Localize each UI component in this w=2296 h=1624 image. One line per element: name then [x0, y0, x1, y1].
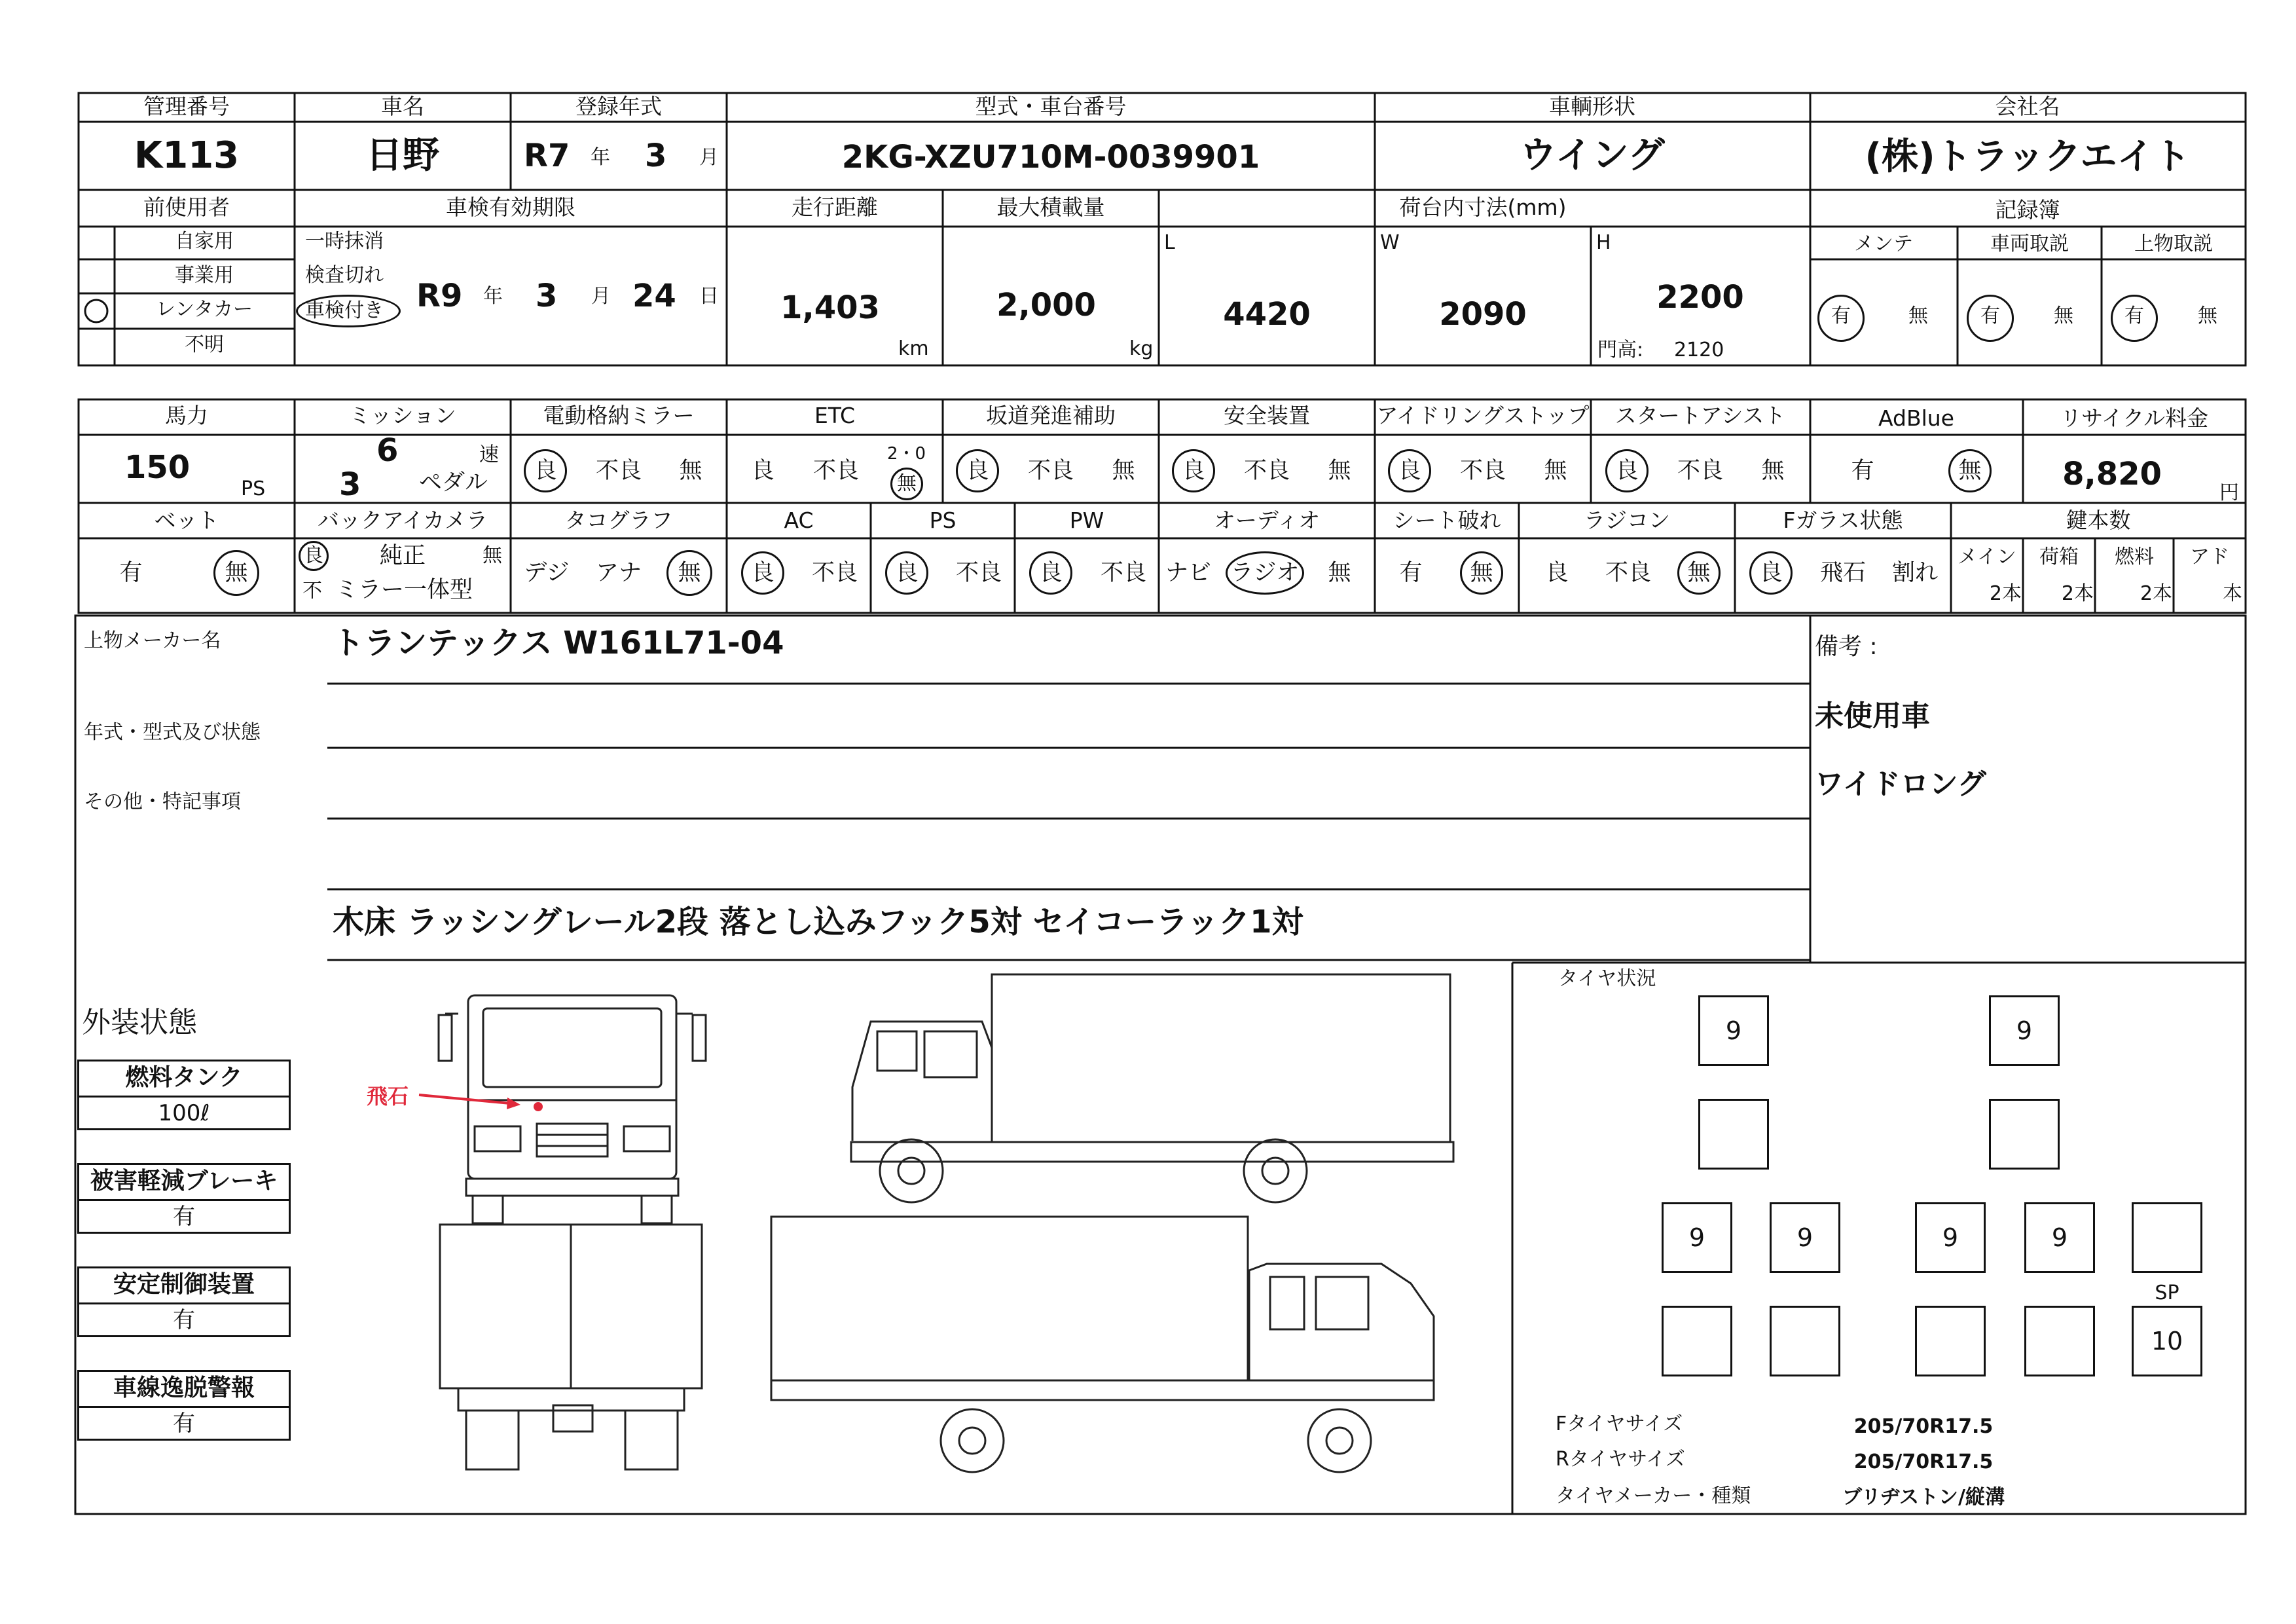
tire-empty-slot — [1662, 1306, 1732, 1376]
l-label: L — [1164, 231, 1175, 254]
r-tire-size: 205/70R17.5 — [1853, 1450, 1994, 1473]
kiroku-sharyo-nashi: 無 — [2054, 304, 2073, 327]
w-label: W — [1380, 231, 1400, 254]
header-kanri: 管理番号 — [143, 94, 230, 119]
backcam-fu: 不 — [302, 580, 322, 602]
tire-front-right: 9 — [1989, 995, 2060, 1066]
header-radicon: ラジコン — [1584, 507, 1670, 533]
tire-rear-inner-left: 9 — [1770, 1202, 1840, 1273]
r-tire-size-label: Rタイヤサイズ — [1556, 1448, 1685, 1471]
h-label: H — [1596, 231, 1611, 254]
collision-brake-value: 有 — [173, 1204, 195, 1230]
audio-navi: ナビ — [1165, 560, 1212, 586]
yen-unit: 円 — [2219, 481, 2239, 504]
kg-unit: kg — [1129, 337, 1154, 360]
shaken-month: 3 — [536, 278, 558, 314]
exterior-item — [77, 1266, 291, 1337]
gatsu-label: 月 — [699, 146, 719, 169]
key-cargo-label: 荷箱 — [2039, 545, 2079, 568]
idling-ryo: 良 — [1398, 458, 1421, 484]
tire-front-left: 9 — [1698, 995, 1769, 1066]
user-rental: レンタカー — [155, 298, 253, 321]
start-ryo: 良 — [1615, 458, 1639, 484]
header-tachograph: タコグラフ — [564, 507, 673, 533]
header-ps: PS — [929, 507, 957, 533]
tire-maker-label: タイヤメーカー・種類 — [1556, 1485, 1751, 1507]
idling-furyo: 不良 — [1459, 458, 1506, 484]
user-jigyoyo: 事業用 — [175, 264, 234, 287]
tire-maker: ブリヂストン/縦溝 — [1842, 1486, 2005, 1509]
nen-label: 年 — [591, 146, 610, 169]
key-adblue-count: 本 — [2223, 582, 2242, 605]
header-safety: 安全装置 — [1224, 403, 1310, 428]
fglass-ryo: 良 — [1759, 560, 1783, 586]
mileage: 1,403 — [780, 289, 880, 326]
header-kaisha: 会社名 — [1995, 94, 2060, 119]
key-cargo-count: 2本 — [2061, 582, 2094, 605]
tire-empty-slot — [2132, 1202, 2202, 1273]
tire-spare: 10 — [2132, 1306, 2202, 1376]
header-keijo: 車輌形状 — [1549, 94, 1635, 119]
tire-empty-slot — [1770, 1306, 1840, 1376]
header-etc: ETC — [814, 403, 856, 428]
bed-mu: 無 — [225, 560, 248, 586]
kanri-number: K113 — [134, 134, 240, 177]
start-furyo: 不良 — [1677, 458, 1724, 484]
vehicle-name: 日野 — [366, 134, 439, 177]
lane-departure-value: 有 — [173, 1411, 195, 1437]
tire-empty-slot — [1698, 1099, 1769, 1170]
special-notes: 木床 ラッシングレール2段 落とし込みフック5対 セイコーラック1対 — [333, 904, 1303, 940]
body-maker: トランテックス W161L71-04 — [333, 625, 784, 661]
header-nidai: 荷台内寸法(mm) — [1399, 194, 1567, 220]
backcam-mu: 無 — [483, 544, 502, 567]
header-toroku: 登録年式 — [575, 94, 662, 119]
tire-empty-slot — [2024, 1306, 2095, 1376]
remarks-wide-long: ワイドロング — [1815, 767, 1986, 801]
etc-ryo: 良 — [751, 458, 774, 484]
kiroku-mente: メンテ — [1854, 232, 1913, 255]
hill-mu: 無 — [1112, 458, 1135, 484]
km-unit: km — [898, 337, 929, 360]
header-adblue: AdBlue — [1878, 405, 1954, 431]
company-name: (株)トラックエイト — [1865, 136, 2191, 178]
mission-pedals: 3 — [339, 466, 361, 503]
header-recycle: リサイクル料金 — [2060, 405, 2209, 431]
radicon-furyo: 不良 — [1605, 560, 1652, 586]
etc-mu: 無 — [897, 472, 917, 495]
ac-ryo: 良 — [751, 560, 774, 586]
header-idling: アイドリングストップ — [1376, 403, 1590, 428]
key-main-count: 2本 — [1989, 582, 2022, 605]
kiroku-sharyo: 車両取説 — [1990, 232, 2069, 255]
hill-furyo: 不良 — [1027, 458, 1074, 484]
header-ac: AC — [784, 507, 814, 533]
header-back-camera: バックアイカメラ — [317, 507, 488, 533]
header-katashiki: 型式・車台番号 — [975, 94, 1127, 119]
ps-ryo: 良 — [895, 560, 919, 586]
f-tire-size: 205/70R17.5 — [1853, 1415, 1994, 1438]
seat-yu: 有 — [1399, 560, 1423, 586]
bed-height: 2200 — [1656, 279, 1744, 316]
gatsu-label-2: 月 — [591, 285, 611, 308]
shaken-era: R9 — [416, 278, 463, 314]
audio-mu: 無 — [1328, 560, 1351, 586]
key-adblue-label: アド — [2190, 545, 2229, 568]
ac-furyo: 不良 — [811, 560, 858, 586]
bed-yu: 有 — [119, 560, 143, 586]
header-mirror: 電動格納ミラー — [543, 403, 695, 428]
header-saidai: 最大積載量 — [996, 194, 1105, 220]
bed-width: 2090 — [1439, 296, 1527, 333]
label-other-notes: その他・特記事項 — [84, 790, 241, 813]
header-pw: PW — [1069, 507, 1104, 533]
tire-status-title: タイヤ状況 — [1558, 967, 1656, 990]
adblue-yu: 有 — [1851, 458, 1874, 484]
header-soko: 走行距離 — [792, 194, 878, 220]
recycle-fee: 8,820 — [2062, 456, 2162, 492]
exterior-item — [77, 1370, 291, 1441]
header-hill-start: 坂道発進補助 — [986, 403, 1116, 428]
tire-rear-outer-left: 9 — [1662, 1202, 1732, 1273]
mirror-ryo: 良 — [534, 458, 557, 484]
fglass-hiseki: 飛石 — [1819, 560, 1867, 586]
backcam-ryo: 良 — [304, 544, 323, 567]
toroku-month: 3 — [645, 138, 667, 174]
user-fumei: 不明 — [185, 333, 224, 356]
shaken-kensa-gire: 検査切れ — [305, 264, 384, 287]
shaken-day: 24 — [632, 278, 676, 314]
fuel-tank-capacity: 100ℓ — [158, 1100, 210, 1126]
backcam-mirror-integrated: ミラー一体型 — [335, 577, 473, 603]
mirror-furyo: 不良 — [595, 458, 642, 484]
header-start-assist: スタートアシスト — [1614, 403, 1786, 428]
radicon-ryo: 良 — [1545, 560, 1569, 586]
etc-furyo: 不良 — [812, 458, 860, 484]
header-bariki: 馬力 — [165, 403, 208, 428]
header-seat: シート破れ — [1393, 507, 1501, 533]
header-bed: ベット — [154, 507, 219, 533]
user-jikayo: 自家用 — [175, 230, 234, 253]
safety-ryo: 良 — [1182, 458, 1205, 484]
radicon-mu: 無 — [1687, 560, 1711, 586]
stability-control-value: 有 — [173, 1307, 195, 1333]
kiroku-mente-nashi: 無 — [1908, 304, 1928, 327]
nen-label-2: 年 — [483, 285, 503, 308]
taco-digital: デジ — [524, 560, 570, 586]
label-year-model-condition: 年式・型式及び状態 — [84, 721, 261, 744]
exterior-item-label: 安定制御装置 — [79, 1268, 289, 1304]
tire-rear-outer-right: 9 — [2024, 1202, 2095, 1273]
f-tire-size-label: Fタイヤサイズ — [1556, 1412, 1683, 1435]
fglass-ware: 割れ — [1891, 560, 1939, 586]
header-f-glass: Fガラス状態 — [1783, 507, 1903, 533]
taco-mu: 無 — [678, 560, 701, 586]
exterior-item — [77, 1163, 291, 1234]
header-shaken: 車検有効期限 — [446, 194, 575, 220]
start-mu: 無 — [1761, 458, 1785, 484]
label-body-maker: 上物メーカー名 — [84, 629, 221, 652]
pedal-label: ペダル — [419, 470, 488, 496]
exterior-item — [77, 1060, 291, 1130]
kiroku-uwamono: 上物取説 — [2134, 232, 2213, 255]
safety-furyo: 不良 — [1243, 458, 1290, 484]
damage-label: 飛石 — [367, 1084, 409, 1109]
exterior-item-label: 車線逸脱警報 — [79, 1372, 289, 1408]
kiroku-uwamono-nashi: 無 — [2198, 304, 2217, 327]
etc-2-0: 2・0 — [887, 444, 926, 464]
tire-empty-slot — [1989, 1099, 2060, 1170]
spare-tire-label: SP — [2155, 1282, 2179, 1304]
shaken-ichiji-massho: 一時抹消 — [305, 230, 384, 253]
mission-speeds: 6 — [376, 432, 399, 469]
pw-furyo: 不良 — [1100, 560, 1147, 586]
bed-length: 4420 — [1223, 296, 1311, 333]
model-chassis-number: 2KG-XZU710M-0039901 — [841, 139, 1260, 175]
kiroku-mente-ari: 有 — [1831, 304, 1851, 327]
backcam-junsei: 純正 — [379, 543, 426, 569]
mirror-mu: 無 — [679, 458, 702, 484]
montaka-label: 門高: — [1597, 339, 1644, 361]
kiroku-uwamono-ari: 有 — [2124, 304, 2144, 327]
taco-analog: アナ — [595, 560, 642, 586]
hill-ryo: 良 — [966, 458, 989, 484]
body-shape: ウイング — [1520, 134, 1665, 177]
key-fuel-label: 燃料 — [2115, 545, 2154, 568]
remarks-label: 備考 : — [1815, 633, 1878, 660]
header-kiroku: 記録簿 — [1995, 197, 2060, 223]
ps-furyo: 不良 — [955, 560, 1002, 586]
audio-radio: ラジオ — [1230, 560, 1300, 586]
kiroku-sharyo-ari: 有 — [1980, 304, 2000, 327]
horsepower: 150 — [124, 449, 191, 486]
header-audio: オーディオ — [1213, 507, 1321, 533]
nichi-label: 日 — [699, 285, 719, 308]
safety-mu: 無 — [1328, 458, 1351, 484]
max-load: 2,000 — [996, 287, 1096, 323]
exterior-title: 外装状態 — [82, 1006, 197, 1039]
header-shamei: 車名 — [381, 94, 424, 119]
key-main-label: メイン — [1958, 545, 2016, 568]
shaken-tsuki: 車検付き — [305, 299, 384, 322]
header-mission: ミッション — [349, 403, 456, 428]
tire-rear-inner-right: 9 — [1915, 1202, 1986, 1273]
door-height: 2120 — [1674, 339, 1724, 361]
idling-mu: 無 — [1544, 458, 1567, 484]
pw-ryo: 良 — [1039, 560, 1063, 586]
toroku-era: R7 — [524, 138, 570, 174]
seat-mu: 無 — [1470, 560, 1493, 586]
key-fuel-count: 2本 — [2140, 582, 2172, 605]
tire-empty-slot — [1915, 1306, 1986, 1376]
adblue-mu: 無 — [1958, 458, 1982, 484]
remarks-unused: 未使用車 — [1815, 699, 1930, 733]
header-zenshiyo: 前使用者 — [143, 194, 230, 220]
exterior-item-label: 燃料タンク — [79, 1061, 289, 1098]
ps-unit: PS — [241, 477, 266, 500]
soku-label: 速 — [479, 443, 499, 466]
exterior-item-label: 被害軽減ブレーキ — [79, 1165, 289, 1201]
header-keys: 鍵本数 — [2066, 507, 2131, 533]
